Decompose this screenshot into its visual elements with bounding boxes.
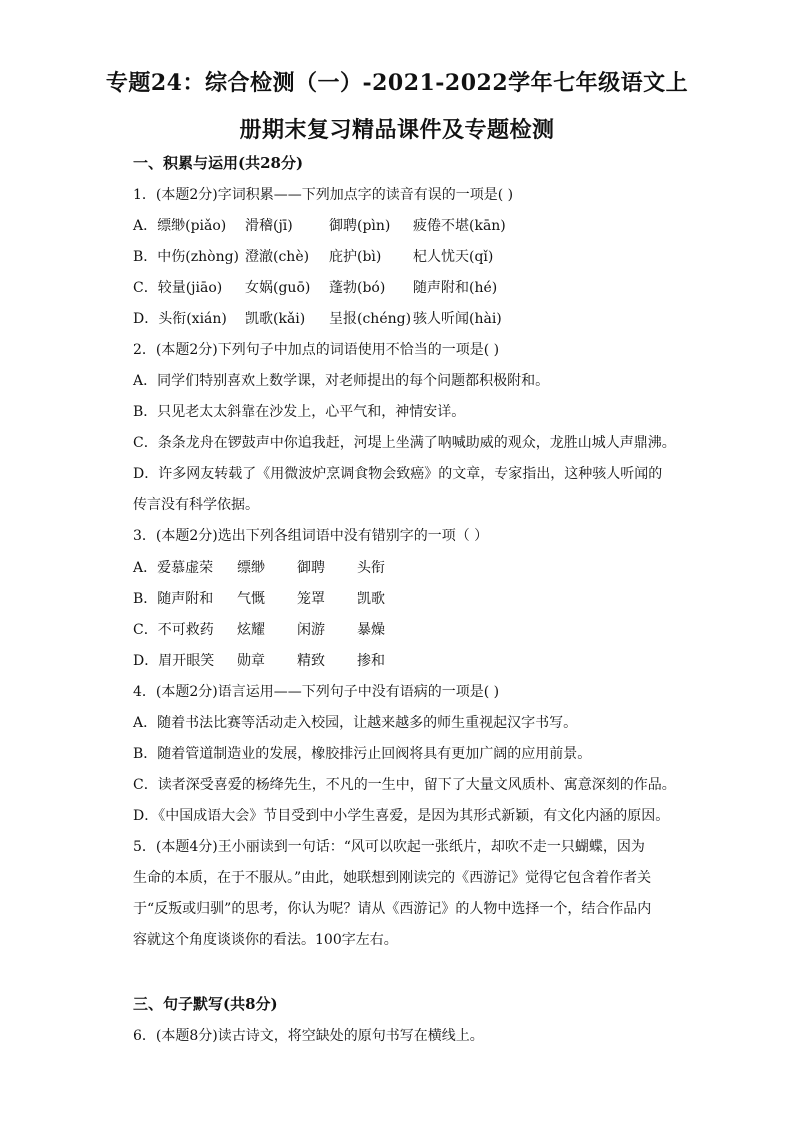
question-1-option-d: [133, 308, 502, 328]
option-cell: D．眉开眼笑: [133, 653, 215, 669]
option-cell: C．不可救药: [133, 622, 214, 638]
option-cell: 呈报(chéng): [329, 311, 412, 327]
option-cell: 精致: [297, 653, 325, 669]
option-cell: 御聘: [297, 560, 325, 576]
question-2-option-d-cont: 传言没有科学依据。: [133, 497, 259, 513]
question-1-stem: 1．(本题2分)字词积累——下列加点字的读音有误的一项是( ): [133, 187, 514, 203]
option-cell: 炫耀: [237, 622, 265, 638]
option-cell: 暴燥: [357, 622, 385, 638]
question-4-option-a: A．随着书法比赛等活动走入校园，让越来越多的师生重视起汉字书写。: [133, 715, 578, 731]
question-1-option-c: [133, 277, 497, 297]
question-2-option-a: A．同学们特别喜欢上数学课，对老师提出的每个问题都积极附和。: [133, 373, 550, 389]
option-cell: 凯歌: [357, 591, 385, 607]
question-1-option-a: [133, 215, 506, 235]
question-3-option-a: [133, 557, 385, 577]
option-cell: A．缥缈(piǎo): [133, 218, 227, 234]
option-cell: C．较量(jiāo): [133, 280, 223, 296]
option-cell: 随声附和(hé): [413, 280, 498, 296]
question-2-stem: 2．(本题2分)下列句子中加点的词语使用不恰当的一项是( ): [133, 342, 500, 358]
option-cell: 勋章: [237, 653, 265, 669]
question-2-option-c: C．条条龙舟在锣鼓声中你追我赶，河堤上坐满了呐喊助威的观众，龙胜山城人声鼎沸。: [133, 435, 676, 451]
question-2-option-d: D．许多网友转载了《用微波炉烹调食物会致癌》的文章，专家指出，这种骇人听闻的: [133, 466, 663, 482]
document-title-line-2: 册期末复习精品课件及专题检测: [239, 117, 555, 143]
option-cell: 澄澈(chè): [245, 249, 310, 265]
option-cell: 御聘(pìn): [329, 218, 391, 234]
option-cell: 气慨: [237, 591, 265, 607]
question-3-stem: 3．(本题2分)选出下列各组词语中没有错别字的一项（ ）: [133, 528, 489, 544]
option-cell: 杞人忧天(qǐ): [413, 249, 494, 265]
option-cell: 掺和: [357, 653, 385, 669]
question-3-option-c: [133, 619, 385, 639]
section-heading-2: 三、句子默写(共8分): [133, 995, 278, 1013]
section-heading-1: 一、积累与运用(共28分): [133, 154, 304, 172]
question-5-line-4: 容就这个角度谈谈你的看法。100字左右。: [133, 932, 398, 948]
question-4-option-b: B．随着管道制造业的发展，橡胶排污止回阀将具有更加广阔的应用前景。: [133, 746, 592, 762]
question-1-option-b: [133, 246, 493, 266]
option-cell: 蓬勃(bó): [329, 280, 386, 296]
question-3-option-d: [133, 650, 385, 670]
question-5-line-3: 于“反叛或归驯”的思考，你认为呢？请从《西游记》的人物中选择一个，结合作品内: [133, 901, 652, 917]
question-5-line-2: 生命的本质，在于不服从。”由此，她联想到刚读完的《西游记》觉得它包含着作者关: [133, 870, 652, 886]
option-cell: D．头衔(xián): [133, 311, 227, 327]
question-4-stem: 4．(本题2分)语言运用——下列句子中没有语病的一项是( ): [133, 684, 500, 700]
option-cell: B．中伤(zhòng): [133, 249, 240, 265]
option-cell: 笼罩: [297, 591, 325, 607]
option-cell: 闲游: [297, 622, 325, 638]
option-cell: 庇护(bì): [329, 249, 382, 265]
option-cell: 头衔: [357, 560, 385, 576]
option-cell: 骇人听闻(hài): [413, 311, 502, 327]
option-cell: A．爱慕虚荣: [133, 560, 214, 576]
option-cell: 缥缈: [237, 560, 265, 576]
option-cell: 女娲(guō): [245, 280, 311, 296]
option-cell: 疲倦不堪(kān): [413, 218, 506, 234]
question-5-line-1: 5．(本题4分)王小丽读到一句话：“风可以吹起一张纸片，却吹不走一只蝴蝶，因为: [133, 839, 645, 855]
option-cell: 凯歌(kǎi): [245, 311, 306, 327]
question-6-stem: 6．(本题8分)读古诗文，将空缺处的原句书写在横线上。: [133, 1028, 484, 1044]
question-3-option-b: [133, 588, 385, 608]
option-cell: 滑稽(jī): [245, 218, 293, 234]
document-title-line-1: 专题24：综合检测（一）-2021-2022学年七年级语文上: [105, 70, 689, 96]
question-4-option-c: C．读者深受喜爱的杨绛先生，不凡的一生中，留下了大量文风质朴、寓意深刻的作品。: [133, 777, 676, 793]
question-4-option-d: D．《中国成语大会》节目受到中小学生喜爱，是因为其形式新颖，有文化内涵的原因。: [133, 808, 670, 824]
option-cell: B．随声附和: [133, 591, 214, 607]
question-2-option-b: B．只见老太太斜靠在沙发上，心平气和，神情安详。: [133, 404, 466, 420]
